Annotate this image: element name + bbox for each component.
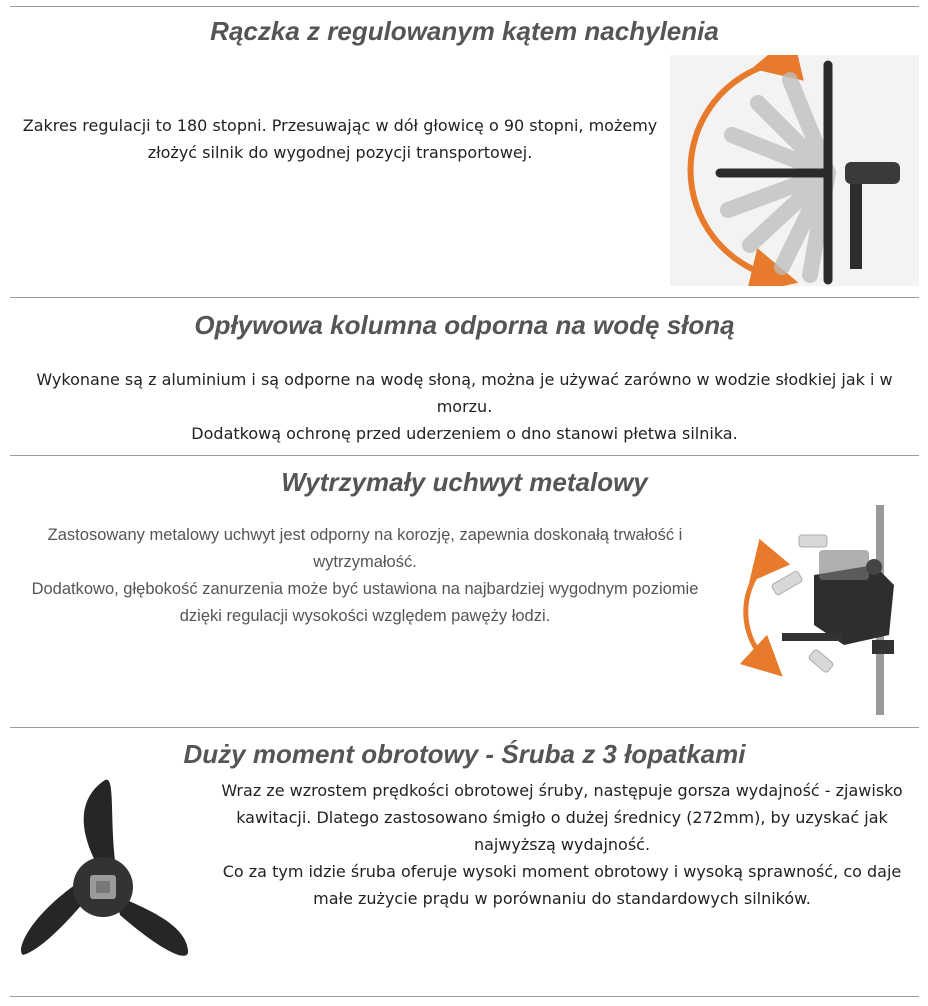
section-2-paragraph-2: Dodatkową ochronę przed uderzeniem o dno stanowi płetwa silnika.: [191, 424, 738, 443]
section-2-paragraph-1: Wykonane są z aluminium i są odporne na wodę słoną, można je używać zarówno w wodzie słodkiej jak i w morzu.: [36, 370, 893, 416]
section-4-text: [205, 777, 919, 912]
section-4-paragraph-1: Wraz ze wzrostem prędkości obrotowej śruby, następuje gorsza wydajność - zjawisko kawitacji. Dlatego zastosowano śmigło o dużej średnicy (272mm), by uzyskać jak najwyższą wydajność.: [221, 781, 903, 854]
section-4-paragraph-2: Co za tym idzie śruba oferuje wysoki moment obrotowy i wysoką sprawność, co daje małe zużycie prądu w porównaniu do standardowych silników.: [222, 862, 902, 908]
divider-1: [10, 297, 919, 298]
tiller-handle-rotation-image: [670, 55, 919, 286]
section-1-heading: Rączka z regulowanym kątem nachylenia: [210, 16, 719, 46]
section-2-text: [10, 366, 919, 447]
section-1-paragraph: Zakres regulacji to 180 stopni. Przesuwając w dół głowicę o 90 stopni, możemy złożyć silnik do wygodnej pozycji transportowej.: [22, 116, 658, 162]
divider-top: [10, 6, 919, 7]
section-2-heading: Opływowa kolumna odporna na wodę słoną: [194, 310, 735, 340]
three-blade-propeller-image: [20, 775, 195, 990]
section-4-heading: Duży moment obrotowy - Śruba z 3 łopatkami: [183, 739, 746, 769]
divider-bottom: [10, 996, 919, 997]
divider-3: [10, 727, 919, 728]
section-3-paragraph-1: Zastosowany metalowy uchwyt jest odporny na korozję, zapewnia doskonałą trwałość i wytrzymałość.: [47, 526, 683, 571]
divider-2: [10, 455, 919, 456]
section-3-paragraph-2: Dodatkowo, głębokość zanurzenia może być ustawiona na najbardziej wygodnym poziomie dzięki regulacji wysokości względem pawęży łodzi.: [31, 580, 699, 625]
section-3-text: [10, 522, 720, 630]
section-1-text: [10, 112, 670, 166]
section-3-heading: Wytrzymały uchwyt metalowy: [281, 467, 648, 497]
metal-mount-bracket-image: [724, 505, 919, 715]
